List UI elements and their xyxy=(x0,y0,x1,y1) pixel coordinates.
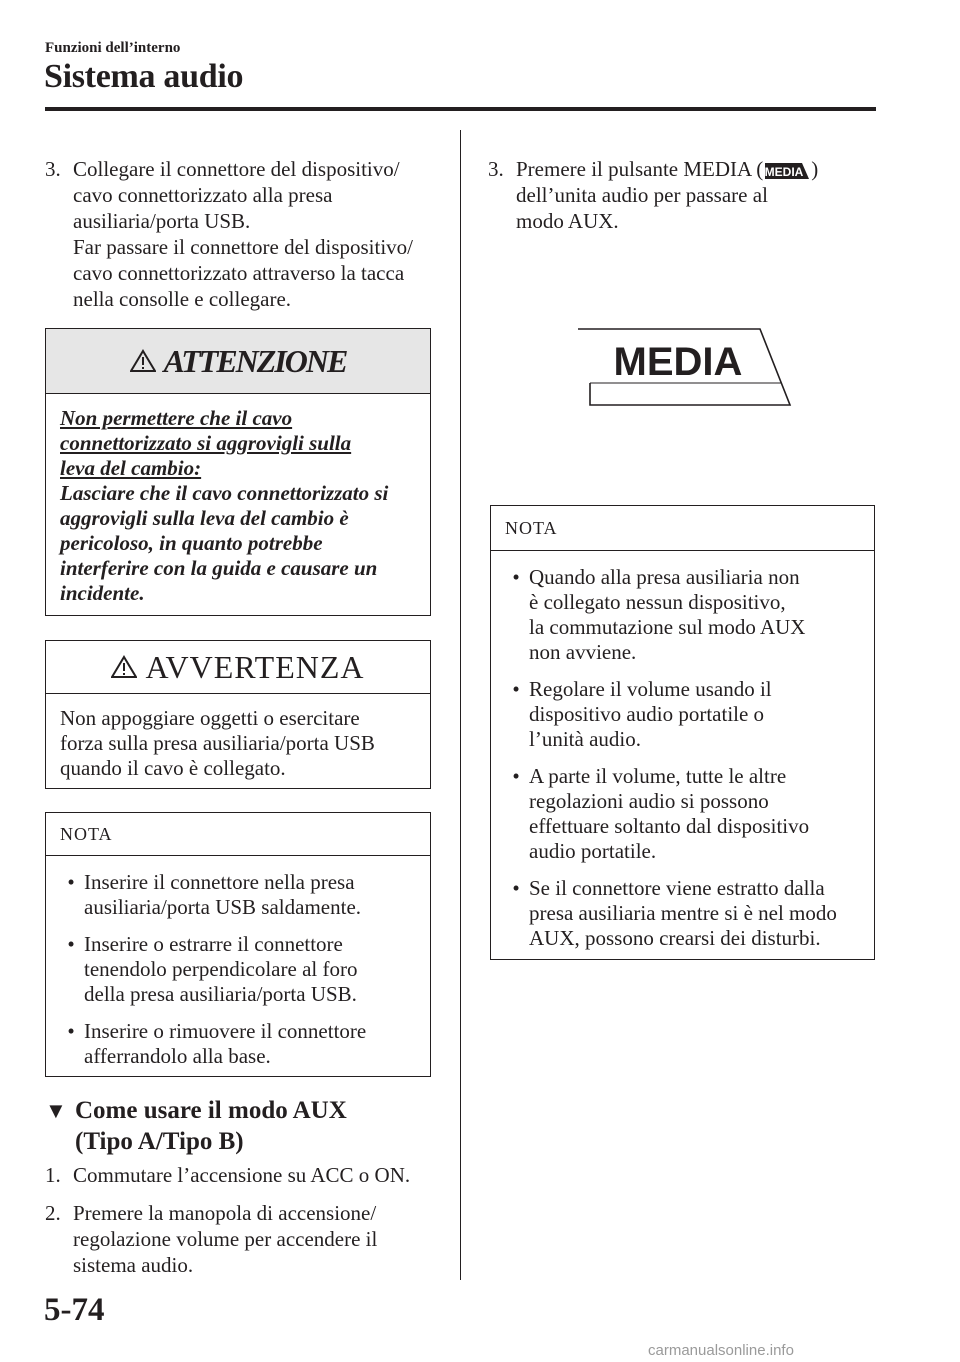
bullet: • xyxy=(67,1019,75,1043)
svg-text:MEDIA: MEDIA xyxy=(764,165,804,180)
nota-header: NOTA xyxy=(491,506,874,551)
page-title: Sistema audio xyxy=(44,58,244,95)
warning-icon xyxy=(130,349,156,373)
left-nota-box xyxy=(45,812,431,1077)
right-step-3: 3. Premere il pulsante MEDIA ( MEDIA ) dell’unita audio per passare al modo AUX. xyxy=(488,157,819,233)
left-step-1: 1. Commutare l’accensione su ACC o ON. xyxy=(45,1163,411,1187)
attenzione-text: Lasciare che il cavo connettorizzato si aggrovigli sulla leva del cambio è pericoloso, in quanto potrebbe interferire con la guida e causare un incidente. xyxy=(60,481,389,605)
avvertenza-box xyxy=(45,640,431,789)
step-text: Collegare il connettore del dispositivo/ cavo connettorizzato alla presa ausiliaria/porta USB. Far passare il connettore del dispositivo/ cavo connettorizzato attraverso la tacca nella consolle e collegare. xyxy=(73,157,414,311)
list-item: • A parte il volume, tutte le altre regolazioni audio si possono effettuare soltanto dal dispositivo audio portatile. xyxy=(503,764,862,864)
bullet: • xyxy=(512,764,520,788)
right-nota-box xyxy=(490,505,875,960)
attenzione-box xyxy=(45,328,431,616)
section-heading-text: Come usare il modo AUX (Tipo A/Tipo B) xyxy=(75,1097,347,1155)
media-button-label: MEDIA xyxy=(613,340,743,384)
header-rule xyxy=(45,107,876,111)
bullet: • xyxy=(67,870,75,894)
media-button-icon xyxy=(764,162,810,180)
section-marker-icon: ▼ xyxy=(45,1098,67,1123)
list-item: • Se il connettore viene estratto dalla presa ausiliaria mentre si è nel modo AUX, possono crearsi dei disturbi. xyxy=(503,876,862,951)
media-button-illustration xyxy=(576,327,792,407)
left-nota-list xyxy=(46,856,430,1069)
left-step-2: 2. Premere la manopola di accensione/ regolazione volume per accendere il sistema audio. xyxy=(45,1201,378,1277)
list-item: • Inserire o estrarre il connettore tenendolo perpendicolare al foro della presa ausiliaria/porta USB. xyxy=(58,932,418,1007)
section-label: Funzioni dell’interno xyxy=(45,40,181,56)
page-number: 5-74 xyxy=(44,1292,105,1328)
attenzione-body xyxy=(46,394,430,606)
step-number: 3. xyxy=(45,157,61,181)
nota-header: NOTA xyxy=(46,813,430,856)
attenzione-title: ATTENZIONE xyxy=(163,342,347,379)
attenzione-header xyxy=(46,329,430,394)
list-item: • Inserire il connettore nella presa ausiliaria/porta USB saldamente. xyxy=(58,870,418,920)
warning-icon xyxy=(111,655,137,679)
list-item: • Inserire o rimuovere il connettore afferrandolo alla base. xyxy=(58,1019,418,1069)
bullet: • xyxy=(512,876,520,900)
list-item: • Quando alla presa ausiliaria non è collegato nessun dispositivo, la commutazione sul modo AUX non avviene. xyxy=(503,565,862,665)
section-heading xyxy=(45,1095,347,1157)
bullet: • xyxy=(512,677,520,701)
avvertenza-title: AVVERTENZA xyxy=(145,648,365,685)
left-step-3 xyxy=(45,156,445,312)
right-nota-list xyxy=(491,551,874,951)
column-divider xyxy=(460,130,461,1280)
list-item: • Regolare il volume usando il dispositivo audio portatile o l’unità audio. xyxy=(503,677,862,752)
avvertenza-body: Non appoggiare oggetti o esercitare forza sulla presa ausiliaria/porta USB quando il cavo è collegato. xyxy=(60,706,375,780)
bullet: • xyxy=(512,565,520,589)
watermark: carmanualsonline.info xyxy=(648,1342,794,1359)
bullet: • xyxy=(67,932,75,956)
avvertenza-header xyxy=(46,641,430,694)
attenzione-underlined: Non permettere che il cavo connettorizzato si aggrovigli sulla leva del cambio: xyxy=(60,406,352,480)
